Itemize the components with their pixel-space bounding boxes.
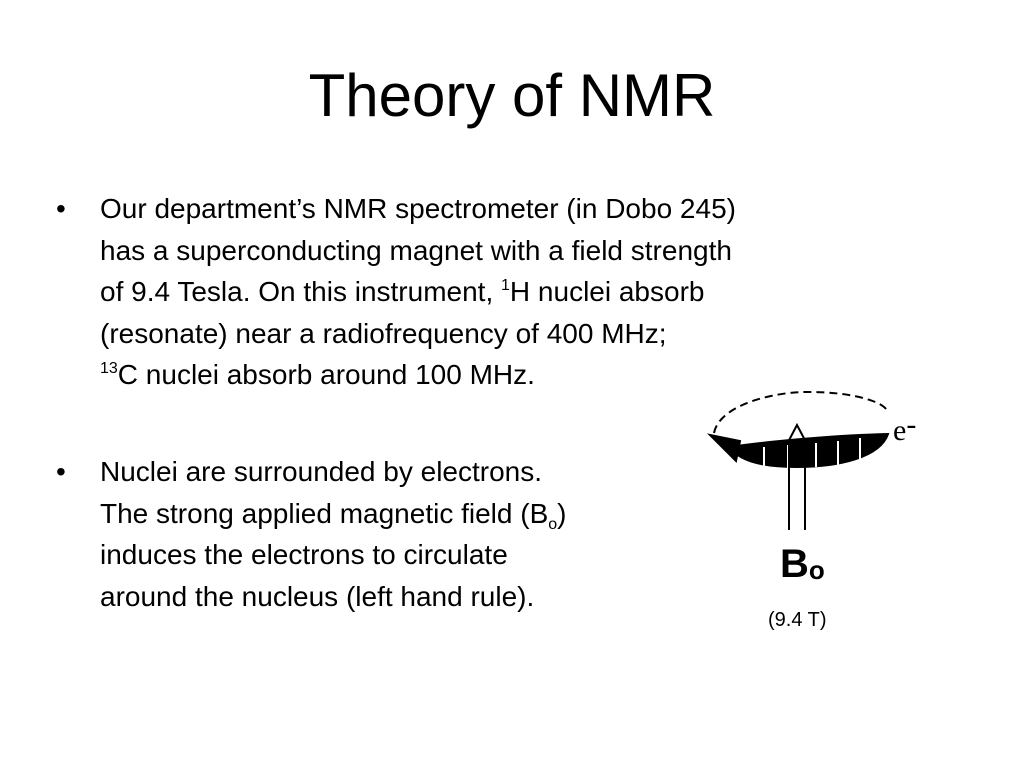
field-strength: (9.4 T) <box>768 609 827 631</box>
bullet-item-electrons <box>56 451 696 621</box>
bullet-line <box>100 493 566 535</box>
superscript: 1 <box>501 277 510 294</box>
electron-charge: - <box>906 408 917 441</box>
electron-label <box>893 408 916 448</box>
text-run: ) <box>557 497 567 529</box>
bullet-line: induces the electrons to circulate <box>100 539 508 570</box>
orbit-back-dashed <box>714 392 888 433</box>
text-run: C nuclei absorb around 100 MHz. <box>117 359 535 390</box>
bullet-item-spectrometer <box>56 188 916 398</box>
field-symbol: B <box>780 542 809 586</box>
bullet-line <box>100 354 736 396</box>
orbit-front-band <box>730 434 888 467</box>
slide-title: Theory of NMR <box>308 62 716 129</box>
bullet-line: around the nucleus (left hand rule). <box>100 580 535 612</box>
bullet-line: Our department’s NMR spectrometer (in Dobo 245) <box>100 193 736 224</box>
field-subscript: o <box>808 555 825 585</box>
circulation-arrowhead <box>710 435 740 461</box>
bullet-marker: • <box>56 193 66 224</box>
text-run: H nuclei absorb <box>509 276 705 307</box>
bullet-text <box>100 188 736 396</box>
electron-circulation-diagram <box>700 375 940 545</box>
bullet-line: has a superconducting magnet with a field strength <box>100 234 732 266</box>
subscript: o <box>548 515 558 533</box>
bullet-line: Nuclei are surrounded by electrons. <box>100 456 543 487</box>
electron-symbol: e <box>893 414 907 447</box>
superscript: 13 <box>100 360 118 377</box>
bullet-line <box>100 271 736 313</box>
text-run: The strong applied magnetic field (B <box>100 497 549 529</box>
bullet-line: (resonate) near a radiofrequency of 400 MHz; <box>100 317 667 349</box>
field-label <box>780 540 825 594</box>
bullet-marker: • <box>56 456 66 487</box>
text-run: of 9.4 Tesla. On this instrument, <box>100 276 502 307</box>
bullet-text <box>100 451 566 617</box>
